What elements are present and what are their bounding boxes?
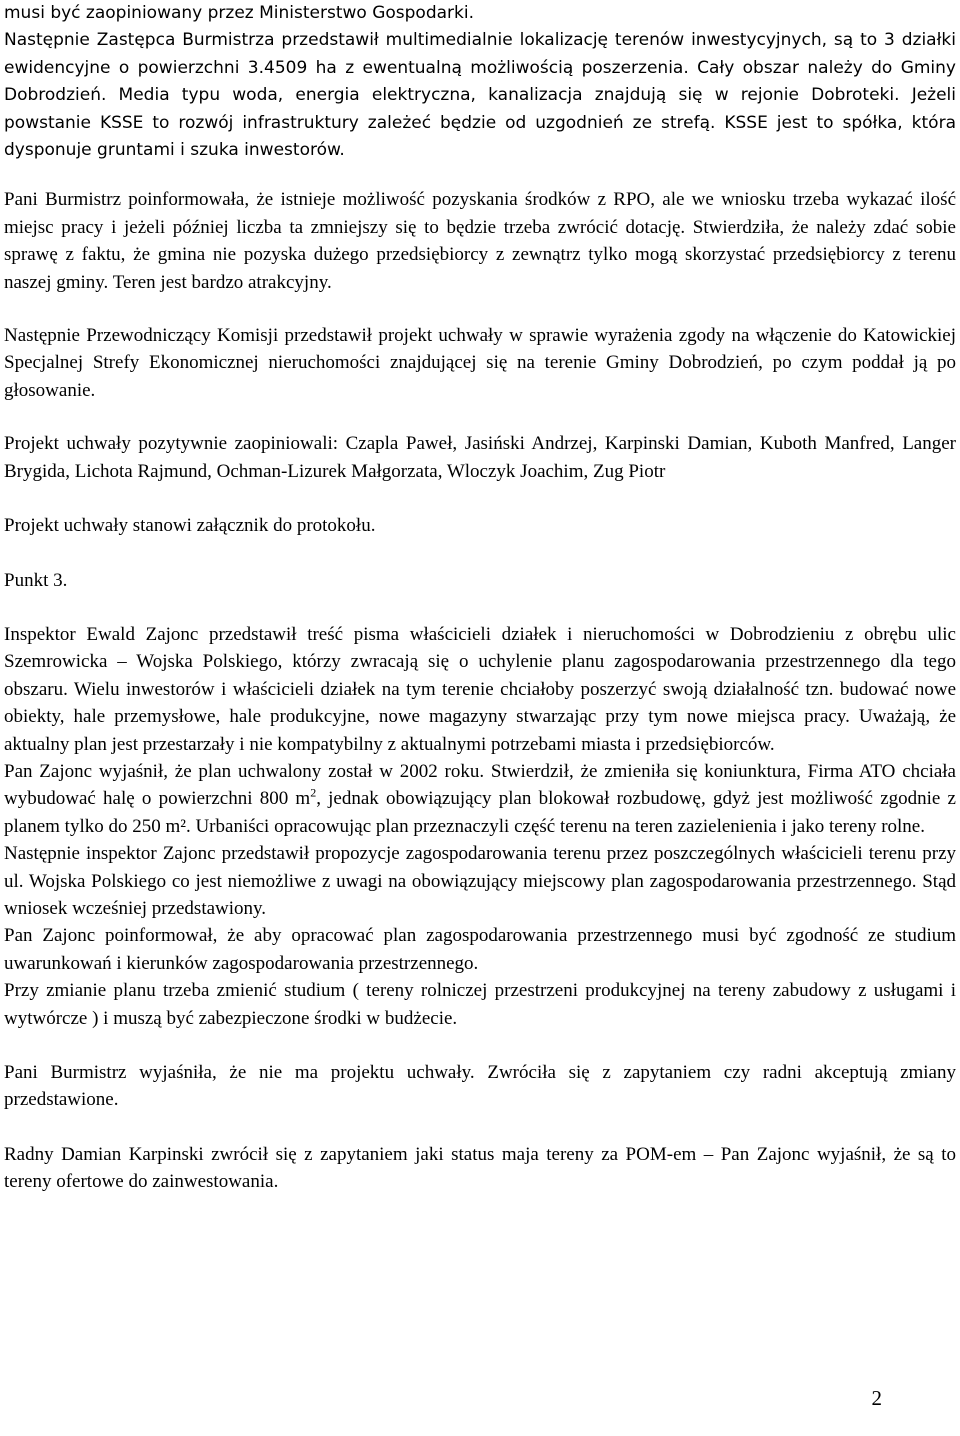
paragraph-plan-change: Przy zmianie planu trzeba zmienić studium ( tereny rolniczej przestrzeni produkcyjnej na tereny zabudowy z usługami i wytwórcze ) i muszą być zabezpieczone środki w budżecie.	[4, 980, 956, 1029]
paragraph-zajonc-plan-end: , jednak obowiązujący plan blokował rozbudowę, gdyż jest możliwość zgodnie z planem tylko do 250 m². Urbaniści opracowując plan przeznaczyli część terenu na teren zazielenienia i jako tereny rolne.	[4, 788, 956, 837]
paragraph-committee-chair: Następnie Przewodniczący Komisji przedstawił projekt uchwały w sprawie wyrażenia zgody na włączenie do Katowickiej Specjalnej Strefy Ekonomicznej nieruchomości znajdującej się na terenie Gminy Dobrodzień, po czym poddał ją po głosowanie.	[4, 325, 956, 401]
point-heading: Punkt 3.	[4, 569, 68, 591]
paragraph-mayor-no-resolution: Pani Burmistrz wyjaśniła, że nie ma projektu uchwały. Zwróciła się z zapytaniem czy radni akceptują zmiany przedstawione.	[4, 1062, 956, 1111]
paragraph-inspector-letter: Inspektor Ewald Zajonc przedstawił treść pisma właścicieli działek i nieruchomości w Dobrodzieniu z obrębu ulic Szemrowicka – Wojska Polskiego, którzy zwracają się o uchylenie planu zagospodarowania przestrzennego dla tego obszaru. Wielu inwestorów i właścicieli działek na tym terenie chciałoby poszerzyć swoją działalność tzn. budować nowe obiekty, hale przemysłowe, hale produkcyjne, nowe magazyny stwarzając przy tym nowe miejsca pracy. Uważają, że aktualny plan jest przestarzały i nie kompatybilny z aktualnymi potrzebami miasta i przedsiębiorców.	[4, 623, 956, 755]
paragraph-zajonc-plan	[4, 758, 956, 840]
paragraph-intro-rest: Następnie Zastępca Burmistrza przedstawił multimedialnie lokalizację terenów inwestycyjnych, są to 3 działki ewidencyjne o powierzchni 3.4509 ha z ewentualną możliwością poszerzenia. Cały obszar należy do Gminy Dobrodzień. Media typu woda, energia elektryczna, kanalizacja znajdują się w rejonie Dobroteki. Jeżeli powstanie KSSE to rozwój infrastruktury zależeć będzie od uzgodnień ze strefą. KSSE jest to spółka, która dysponuje gruntami i szuka inwestorów.	[4, 30, 956, 161]
paragraph-zajonc-plan-start: Pan Zajonc wyjaśnił, że plan uchwalony został w 2002 roku. Stwierdził, że zmieniła się koniunktura, Firma ATO chciała wybudować halę o powierzchni 800 m	[4, 760, 956, 810]
paragraph-intro-first: musi być zaopiniowany przez Ministerstwo Gospodarki.	[4, 3, 475, 23]
paragraph-attachment: Projekt uchwały stanowi załącznik do protokołu.	[4, 515, 376, 537]
superscript-2: 2	[310, 786, 317, 801]
paragraph-intro	[4, 0, 956, 164]
paragraph-karpinski-question: Radny Damian Karpinski zwrócił się z zapytaniem jaki status maja tereny za POM-em – Pan Zajonc wyjaśnił, że są to tereny ofertowe do zainwestowania.	[4, 1143, 956, 1193]
paragraph-mayor-rpo: Pani Burmistrz poinformowała, że istnieje możliwość pozyskania środków z RPO, ale we wniosku trzeba wykazać ilość miejsc pracy i jeżeli później liczba ta zmniejszy się to będzie trzeba zwrócić dotację. Stwierdziła, że należy zdać sobie sprawę z faktu, że gmina nie pozyska dużego przedsiębiorcy z zewnątrz tylko mogą skorzystać przedsiębiorcy z terenu naszej gminy. Teren jest bardzo atrakcyjny.	[4, 189, 956, 293]
document-page	[4, 0, 956, 1196]
paragraph-inspector-proposals: Następnie inspektor Zajonc przedstawił propozycje zagospodarowania terenu przez poszczególnych właścicieli terenu przy ul. Wojska Polskiego co jest niemożliwe z uwagi na obowiązujący miejscowy plan zagospodarowania przestrzennego. Stąd wniosek wcześniej przedstawiony.	[4, 843, 956, 919]
paragraph-votes: Projekt uchwały pozytywnie zaopiniowali: Czapla Paweł, Jasiński Andrzej, Karpinski Damian, Kuboth Manfred, Langer Brygida, Lichota Rajmund, Ochman-Lizurek Małgorzata, Wloczyk Joachim, Zug Piotr	[4, 433, 956, 482]
paragraph-zajonc-study: Pan Zajonc poinformował, że aby opracować plan zagospodarowania przestrzennego musi być zgodność ze studium uwarunkowań i kierunków zagospodarowania przestrzennego.	[4, 925, 956, 974]
page-number: 2	[871, 1386, 882, 1410]
